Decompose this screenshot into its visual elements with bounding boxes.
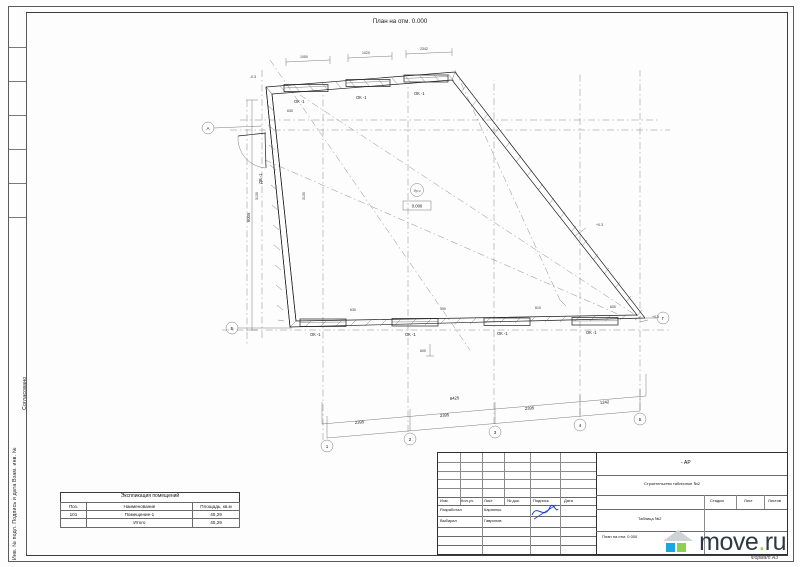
svg-text:-0.3: -0.3 <box>250 75 257 79</box>
svg-text:2: 2 <box>408 437 412 442</box>
svg-text:ОК -1: ОК -1 <box>294 99 305 104</box>
total-label: Итого <box>86 519 192 527</box>
section-markers <box>426 300 566 356</box>
explication-table <box>60 492 240 528</box>
dimension-lines-bottom <box>322 374 646 438</box>
axis-dashed-lines <box>222 60 670 440</box>
tb-col-podpis: Подпись <box>533 497 549 503</box>
svg-text:ОК -1: ОК -1 <box>310 332 321 337</box>
row-pos: 101 <box>61 511 87 519</box>
svg-text:600: 600 <box>420 349 426 353</box>
explication-header-area: Площадь, кв.м <box>193 502 240 510</box>
tb-right-list: Лист <box>744 498 753 503</box>
window-openings-bottom <box>300 318 618 327</box>
house-icon <box>663 530 693 556</box>
svg-text:ОК -1: ОК -1 <box>586 330 597 335</box>
svg-text:1242: 1242 <box>599 399 610 405</box>
row-name: Помещение-1 <box>86 511 192 519</box>
tb-col-koluch: Кол.уч. <box>461 497 475 503</box>
svg-text:А: А <box>206 126 210 131</box>
svg-text:5: 5 <box>638 417 642 422</box>
svg-text:630: 630 <box>350 308 356 312</box>
window-openings-top <box>284 75 448 92</box>
svg-text:810: 810 <box>535 306 541 310</box>
svg-text:ОК -1: ОК -1 <box>414 91 425 96</box>
left-strip-label: Инв. № подл. Подпись и дата Взам. инв. № <box>12 447 18 560</box>
svg-text:8425: 8425 <box>449 395 460 401</box>
tb-col-data: Дата <box>564 497 573 503</box>
table-total-row <box>61 519 240 527</box>
watermark-logo <box>663 528 786 557</box>
table-row <box>61 511 240 519</box>
svg-text:1020: 1020 <box>362 51 370 55</box>
svg-text:1: 1 <box>325 444 329 449</box>
explication-header-pos: Поз. <box>61 502 87 510</box>
level-value: 0.000 <box>411 203 423 209</box>
tb-col-izm: Изм. <box>440 497 449 503</box>
svg-text:ДВ -1: ДВ -1 <box>258 173 263 184</box>
tb-col-list: Лист <box>484 497 493 503</box>
svg-text:2395: 2395 <box>439 412 450 418</box>
tb-right-stadia: Стадия <box>710 498 724 503</box>
tb-role-0: Разработал <box>440 507 462 512</box>
svg-text:+0.3: +0.3 <box>652 315 659 319</box>
title-block-left <box>438 453 597 554</box>
tb-col-ndok: № док. <box>507 497 520 503</box>
svg-text:2342: 2342 <box>420 47 428 51</box>
svg-text:600: 600 <box>610 305 616 309</box>
svg-text:6005: 6005 <box>246 212 251 222</box>
total-value: 40,29 <box>193 519 240 527</box>
svg-text:3: 3 <box>493 430 497 435</box>
elevation-notes <box>250 75 659 322</box>
svg-text:2395: 2395 <box>354 419 365 425</box>
tb-stage-label: - АР <box>681 460 691 466</box>
format-label: Формат А3 <box>750 555 778 561</box>
tb-role-1: Выбирал <box>440 518 457 523</box>
explication-header-name: Наименование <box>86 502 192 510</box>
level-marker <box>403 184 431 211</box>
svg-text:Г: Г <box>661 316 665 321</box>
tb-name-1: Гаврилов <box>484 518 502 523</box>
svg-text:ОК -1: ОК -1 <box>497 331 508 336</box>
svg-text:2395: 2395 <box>524 405 535 411</box>
axis-bubbles-bottom <box>321 413 646 452</box>
tb-scale-note: План на отм. 0.000 <box>602 534 638 539</box>
page-title: План на отм. 0.000 <box>372 18 428 25</box>
svg-text:1050: 1050 <box>300 55 308 59</box>
tb-name-0: Карпенко <box>484 507 502 512</box>
watermark-word: move.ru <box>699 528 786 556</box>
agreed-label: Согласовано <box>22 376 28 410</box>
svg-text:630: 630 <box>287 109 293 113</box>
svg-text:490: 490 <box>440 307 446 311</box>
tb-sheet-name: Таблица №2 <box>638 516 662 521</box>
tb-right-listov: Листов <box>768 498 781 503</box>
svg-text:+0.3: +0.3 <box>596 223 603 227</box>
svg-text:Б: Б <box>230 326 234 331</box>
tb-object-title: Строительство табличное №2 <box>644 481 701 486</box>
wall-hatching <box>266 72 642 327</box>
svg-text:ОК -1: ОК -1 <box>356 95 367 100</box>
svg-text:3130: 3130 <box>255 192 259 200</box>
explication-caption: Экспликация помещений <box>120 493 180 499</box>
svg-text:4: 4 <box>578 423 582 428</box>
window-labels <box>258 91 597 337</box>
svg-text:Ур.ч: Ур.ч <box>413 189 421 193</box>
row-area: 40,29 <box>193 511 240 519</box>
svg-text:ОК -1: ОК -1 <box>405 332 416 337</box>
svg-text:3130: 3130 <box>302 192 306 200</box>
